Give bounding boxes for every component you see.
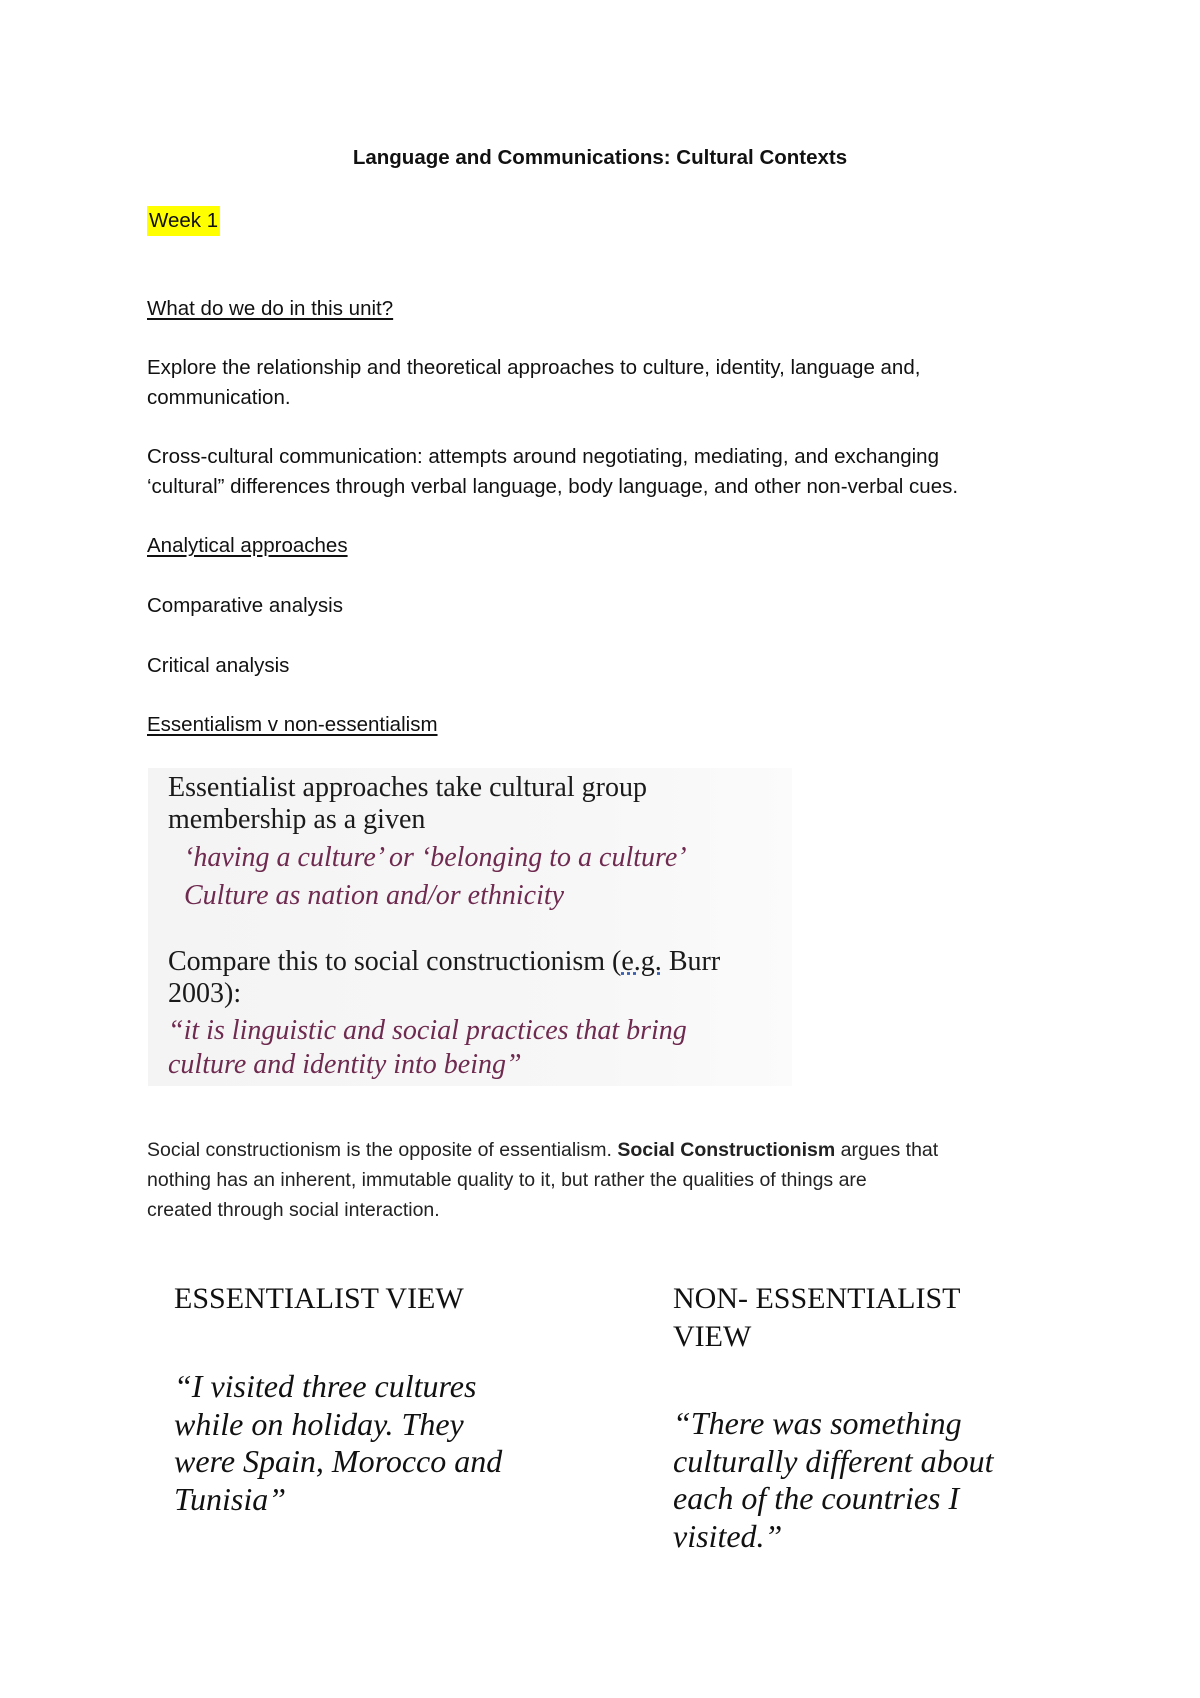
slide-text-line: Essentialist approaches take cultural group xyxy=(168,772,647,803)
quote-line: “There was something xyxy=(673,1405,962,1441)
quote-line: “I visited three cultures xyxy=(174,1368,477,1404)
paragraph-cross-cultural xyxy=(147,442,1047,502)
paragraph-line xyxy=(147,1135,1067,1165)
quote-line: while on holiday. They xyxy=(174,1405,464,1442)
slide-text-line xyxy=(168,946,720,978)
embedded-slide-image xyxy=(148,768,792,1086)
non-essentialist-view-quote xyxy=(673,1405,994,1555)
paragraph-line: Explore the relationship and theoretical approaches to culture, identity, language and, xyxy=(147,356,921,379)
slide-quote-line: culture and identity into being” xyxy=(168,1049,522,1080)
section-heading-essentialism: Essentialism v non-essentialism xyxy=(147,713,438,736)
slide-quote-line: “it is linguistic and social practices that bring xyxy=(168,1015,687,1046)
essentialist-view-quote xyxy=(174,1368,502,1518)
slide-quote-line: ‘having a culture’ or ‘belonging to a culture’ xyxy=(184,842,687,873)
paragraph-line: communication. xyxy=(147,386,291,409)
section-heading-analytical: Analytical approaches xyxy=(147,534,348,557)
text-segment: argues that xyxy=(835,1139,939,1161)
bold-term: Social Constructionism xyxy=(617,1139,836,1161)
heading-line: VIEW xyxy=(673,1320,752,1353)
paragraph-line: created through social interaction. xyxy=(147,1199,440,1221)
slide-compare-end: Burr xyxy=(661,946,721,977)
slide-compare-text: Compare this to social constructionism ( xyxy=(168,946,622,977)
quote-line: Tunisia” xyxy=(174,1480,287,1517)
section-heading-unit: What do we do in this unit? xyxy=(147,297,394,320)
slide-compare-ref: e.g. xyxy=(621,946,662,977)
paragraph-explore xyxy=(147,353,1047,413)
slide-text-line: membership as a given xyxy=(168,804,426,835)
document-title: Language and Communications: Cultural Contexts xyxy=(352,146,848,169)
essentialist-view-heading: ESSENTIALIST VIEW xyxy=(174,1282,464,1315)
heading-line: NON- ESSENTIALIST xyxy=(673,1282,961,1315)
non-essentialist-view-heading xyxy=(673,1280,960,1356)
quote-line: visited.” xyxy=(673,1517,783,1554)
paragraph-line: ‘cultural” differences through verbal language, body language, and other non-verbal cues. xyxy=(147,475,959,498)
text-segment: Social constructionism is the opposite of essentialism. xyxy=(147,1139,618,1161)
list-item-critical: Critical analysis xyxy=(147,654,290,677)
quote-line: culturally different about xyxy=(673,1442,994,1479)
slide-text-line: 2003): xyxy=(168,978,242,1009)
paragraph-line: Cross-cultural communication: attempts around negotiating, mediating, and exchanging xyxy=(147,445,939,468)
slide-quote-line: Culture as nation and/or ethnicity xyxy=(184,880,565,911)
list-item-comparative: Comparative analysis xyxy=(147,594,343,617)
week-label: Week 1 xyxy=(147,206,220,236)
quote-line: each of the countries I xyxy=(673,1480,960,1516)
quote-line: were Spain, Morocco and xyxy=(174,1443,503,1479)
paragraph-line: nothing has an inherent, immutable quality to it, but rather the qualities of things are xyxy=(147,1169,867,1191)
paragraph-social-constructionism xyxy=(147,1135,1067,1225)
